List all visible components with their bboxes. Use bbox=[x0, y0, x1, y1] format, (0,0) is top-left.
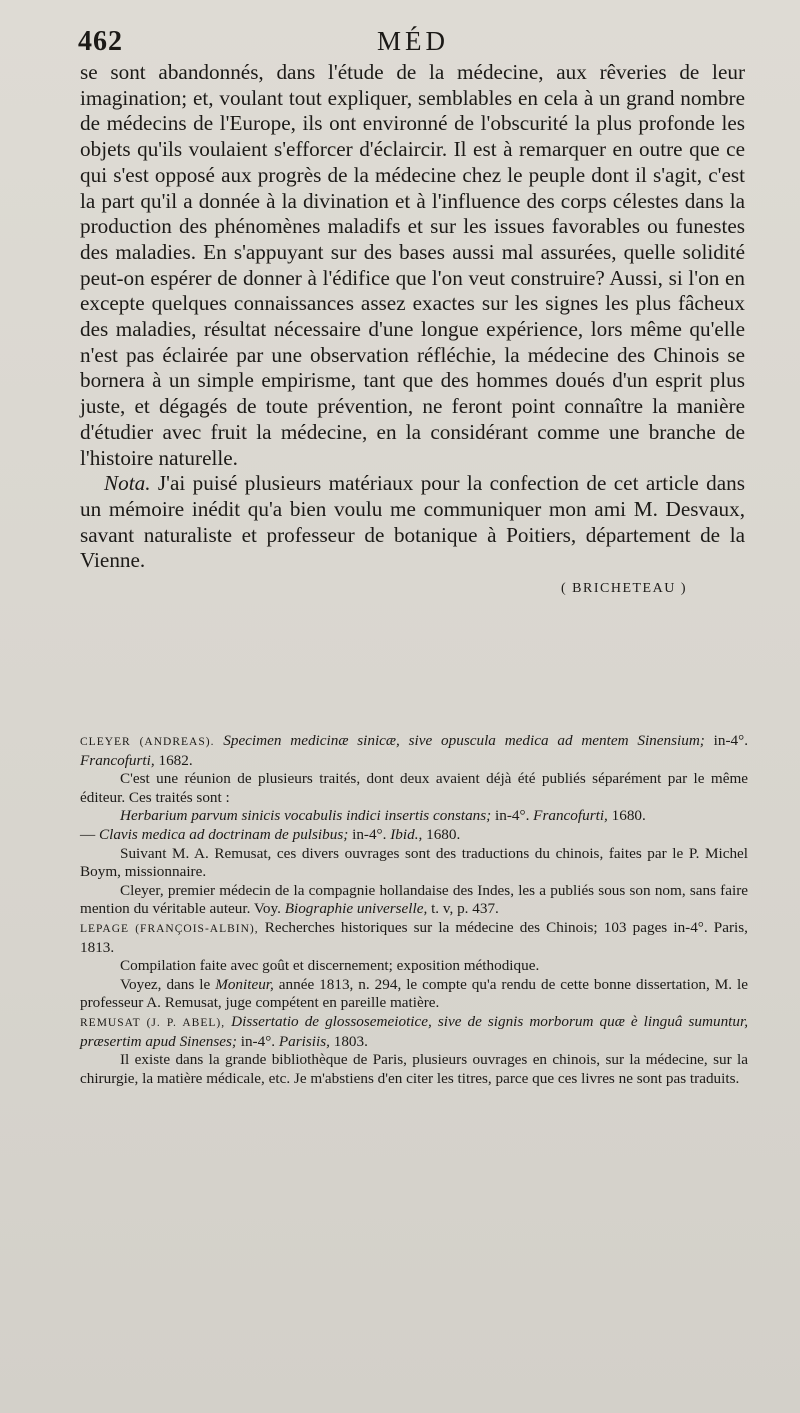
biblio-format: in-4°. bbox=[491, 807, 534, 825]
biblio-place: Ibid., bbox=[390, 825, 423, 843]
biblio-entry-remusat bbox=[80, 1013, 748, 1051]
biblio-note: Il existe dans la grande bibliothèque de Paris, plusieurs ouvrages en chinois, sur la médecine, sur la chirurgie, la matière médicale, etc. Je m'abstiens d'en citer les titres, parce que ces livres ne sont pas traduits. bbox=[80, 1051, 748, 1087]
biblio-place: Francofurti, bbox=[533, 807, 608, 825]
biblio-entry-cleyer bbox=[80, 732, 748, 770]
biblio-reference: Biographie universelle, bbox=[284, 900, 428, 918]
main-text bbox=[80, 60, 745, 602]
biblio-year: 1680. bbox=[422, 825, 461, 843]
biblio-year: 1680. bbox=[607, 807, 646, 825]
biblio-author: REMUSAT (J. P. ABEL), bbox=[80, 1016, 226, 1029]
bibliography bbox=[80, 732, 748, 1088]
biblio-title: Specimen medicinæ sinicæ, sive opuscula medica ad mentem Sinensium; bbox=[214, 732, 705, 749]
biblio-note-text: t. v, p. 437. bbox=[427, 900, 499, 918]
biblio-dash: — bbox=[80, 825, 99, 843]
biblio-place: Francofurti, bbox=[80, 751, 155, 769]
page-number: 462 bbox=[78, 26, 123, 57]
nota-text: J'ai puisé plusieurs matériaux pour la confection de cet article dans un mémoire inédit qu'a bien voulu me communiquer mon ami M. Desvaux, savant naturaliste et professeur de botanique à Poitiers, département de la Vienne. bbox=[80, 471, 745, 573]
biblio-author: LEPAGE (FRANÇOIS-ALBIN), bbox=[80, 922, 259, 935]
biblio-note-text: Cleyer, premier médecin de la compagnie hollandaise des Indes, les a publiés sous son nom, sans faire mention du véritable auteur. Voy. bbox=[80, 881, 748, 918]
biblio-format: in-4°. bbox=[236, 1032, 279, 1050]
biblio-note: C'est une réunion de plusieurs traités, dont deux avaient déjà été publiés séparément par le même éditeur. Ces traités sont : bbox=[80, 770, 748, 806]
biblio-title: Recherches historiques sur la médecine des Chinois; 103 pages in-4°. Paris, 1813. bbox=[80, 918, 748, 956]
biblio-note bbox=[80, 882, 748, 919]
body-paragraph: se sont abandonnés, dans l'étude de la médecine, aux rêveries de leur imagination; et, voulant tout expliquer, semblables en cela à un grand nombre de médecins de l'Europe, ils ont environné de l'obscurité la plus profonde les objets qu'ils voulaient s'efforcer d'éclaircir. Il est à remarquer en outre que ce qui s'est opposé aux progrès de la médecine chez le peuple dont il s'agit, c'est la part qu'il a donnée à la divination et à l'influence des corps célestes dans la production des phénomènes maladifs et sur les issues favorables ou funestes des maladies. En s'appuyant sur des bases aussi mal assurées, quelle solidité peut-on espérer de donner à l'édifice que l'on veut construire? Aussi, si l'on en excepte quelques connaissances assez exactes sur les signes les plus fâcheux des maladies, résultat nécessaire d'une longue expérience, lors même qu'elle n'est pas éclairée par une observation réfléchie, la médecine des Chinois se bornera à un simple empirisme, tant que des hommes doués d'un esprit plus juste, et dégagés de toute prévention, ne feront point connaître la manière d'étudier avec fruit la médecine, en la considérant comme une branche de l'histoire naturelle. bbox=[80, 60, 745, 470]
nota-paragraph bbox=[80, 471, 745, 574]
author-signature: ( BRICHETEAU ) bbox=[561, 581, 687, 597]
biblio-format: in-4°. bbox=[704, 732, 748, 749]
biblio-year: 1803. bbox=[329, 1032, 368, 1050]
biblio-entry-lepage bbox=[80, 919, 748, 957]
running-head: MÉD bbox=[377, 26, 449, 56]
biblio-subentry-herbarium bbox=[80, 807, 748, 826]
biblio-place: Parisiis, bbox=[278, 1032, 330, 1050]
biblio-title: Clavis medica ad doctrinam de pulsibus; bbox=[98, 825, 349, 843]
biblio-note bbox=[80, 976, 748, 1013]
biblio-title: Herbarium parvum sinicis vocabulis indici insertis constans; bbox=[120, 807, 492, 825]
biblio-year: 1682. bbox=[154, 751, 193, 769]
biblio-note: Suivant M. A. Remusat, ces divers ouvrages sont des traductions du chinois, faites par le P. Michel Boym, missionnaire. bbox=[80, 844, 748, 881]
biblio-author: CLEYER (ANDREAS). bbox=[80, 736, 215, 748]
biblio-note: Compilation faite avec goût et discernement; exposition méthodique. bbox=[120, 957, 540, 975]
biblio-note-text: année 1813, n. 294, le compte qu'a rendu de cette bonne dissertation, M. le professeur A. Remusat, juge compétent en pareille matière. bbox=[80, 975, 749, 1012]
biblio-title: Dissertatio de glossosemeiotice, sive de signis morborum quæ è linguâ sumuntur, præsertim apud Sinenses; bbox=[80, 1012, 748, 1050]
page-header bbox=[78, 26, 748, 62]
biblio-format: in-4°. bbox=[348, 825, 391, 843]
biblio-note-text: Voyez, dans le bbox=[120, 975, 216, 993]
nota-label: Nota. bbox=[104, 471, 151, 496]
biblio-subentry-clavis bbox=[80, 826, 748, 845]
biblio-reference: Moniteur, bbox=[215, 975, 274, 993]
